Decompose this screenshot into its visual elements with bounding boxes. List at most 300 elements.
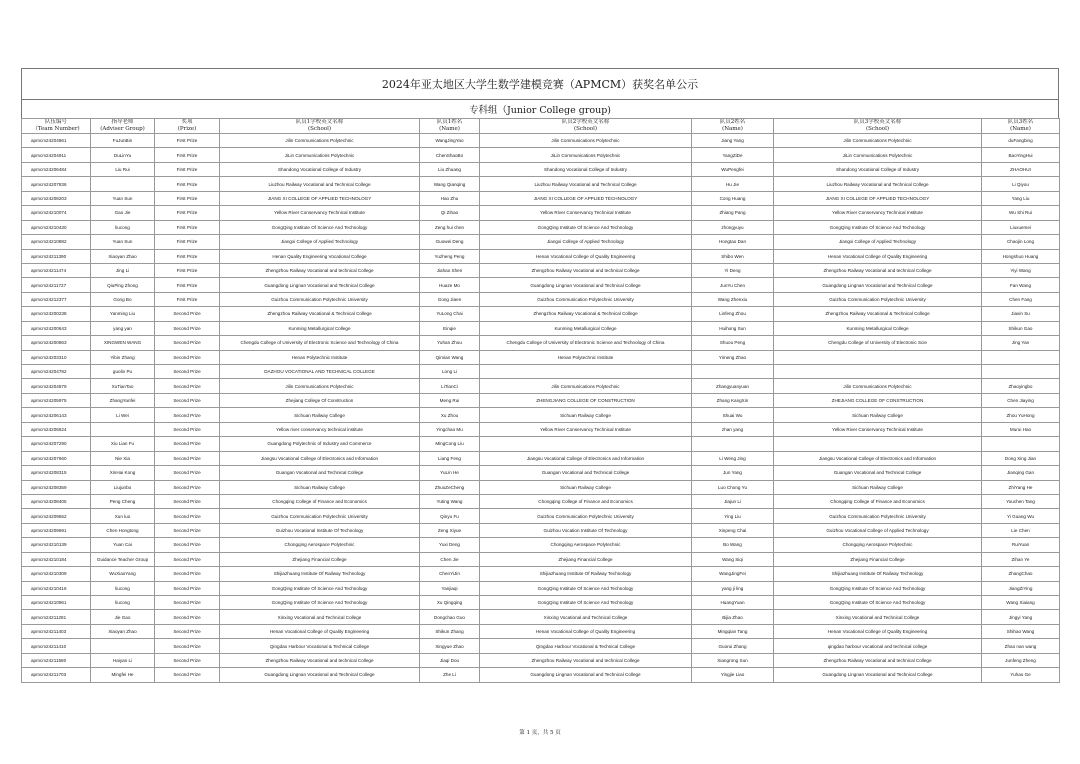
table-row [22,509,1060,523]
prize-cell: Second Prize [155,408,220,422]
member1-name-cell: Xingyue Zhao [420,639,480,653]
member2-school-cell: GongQing Institute Of Science And Technology [480,220,692,234]
member3-school-header [774,119,982,134]
table-row [22,263,1060,277]
member3-name-cell [982,437,1060,451]
adviser-cell: DuLinYu [91,148,155,162]
member3-school-cell: Jiangxi College of Applied Technology [774,235,982,249]
prize-cell: First Prize [155,206,220,220]
member1-school-header [220,119,420,134]
team-number-cell: apmcm24211390 [22,249,91,263]
table-row [22,206,1060,220]
team-number-cell: apmcm24204879 [22,379,91,393]
member2-school-cell: Xinxing Vocational and Technical College [480,610,692,624]
member2-school-cell: Jilin Communications Polytechnic [480,379,692,393]
member2-name-cell: Zhiang Pang [692,206,774,220]
table-row [22,292,1060,306]
member3-name-cell: Chen Fang [982,292,1060,306]
table-row [22,177,1060,191]
member3-school-cell: Chongqing Aerospace Polytechnic [774,538,982,552]
member1-name-cell: Yuting Wang [420,494,480,508]
team-number-cell: apmcm24204911 [22,148,91,162]
member3-school-cell: Chongqing College of Finance and Economics [774,494,982,508]
table-row [22,278,1060,292]
prize-cell: First Prize [155,177,220,191]
member3-name-cell: Zhou YuHong [982,408,1060,422]
member3-school-cell: GongQing Institute Of Science And Technology [774,220,982,234]
member1-school-cell: JiLin Communications Polytechnic [220,148,420,162]
member1-name-cell: YuLong Chai [420,307,480,321]
adviser-cell: Xiu Lian Fu [91,437,155,451]
team-number-cell: apmcm24206624 [22,422,91,436]
prize-cell: First Prize [155,249,220,263]
table-row [22,307,1060,321]
prize-cell: Second Prize [155,639,220,653]
member1-school-cell: Guangdong Lingnan Vocational and Technical College [220,668,420,682]
team-number-cell: apmcm24211281 [22,610,91,624]
member3-name-cell: Chaojin Long [982,235,1060,249]
member2-school-cell: Chongqing Aerospace Polytechnic [480,538,692,552]
adviser-cell: Li Wei [91,408,155,422]
prize-cell: First Prize [155,191,220,205]
prize-cell: Second Prize [155,480,220,494]
table-row [22,350,1060,364]
adviser-cell [91,177,155,191]
member3-name-cell: duFangbing [982,134,1060,148]
member2-name-cell: Xinpeng Chai [692,523,774,537]
table-row [22,624,1060,638]
table-row [22,639,1060,653]
member2-school-cell: Henan Polytechnic Institute [480,350,692,364]
member3-name-cell: Wang Xiaiang [982,596,1060,610]
team-number-cell: apmcm24210416 [22,581,91,595]
member2-name-cell: Ying Liu [692,509,774,523]
member3-name-cell: ZhiYang He [982,480,1060,494]
member2-name-cell: Li Weng Jing [692,451,774,465]
member3-name-cell: Wu Shi Rui [982,206,1060,220]
member3-name-cell: Lie Chen [982,523,1060,537]
header-label-en: (Adviser Group) [100,126,145,132]
prize-cell: Second Prize [155,466,220,480]
member1-name-cell: LiTianCi [420,379,480,393]
member3-name-cell: Zhaoyingbo [982,379,1060,393]
member3-school-cell: Shandong Vocational College of Industry [774,162,982,176]
member2-school-cell: Yellow River Conservancy Technical Institute [480,206,692,220]
page-number: 第 1 页，共 5 页 [519,730,561,736]
member2-school-cell: Jilin Communications Polytechnic [480,134,692,148]
member2-name-cell: Zhangyuanyuan [692,379,774,393]
prize-cell: First Prize [155,134,220,148]
member3-school-cell: Yellow River Conservancy Technical Institute [774,206,982,220]
prize-cell: Second Prize [155,610,220,624]
table-row [22,451,1060,465]
team-number-cell: apmcm24207290 [22,437,91,451]
member1-name-cell: ZhuoZeCheng [420,480,480,494]
adviser-cell: QiuPing Zhong [91,278,155,292]
team-number-cell: apmcm24211403 [22,624,91,638]
member2-name-cell: WuPengfei [692,162,774,176]
adviser-cell: Liujunbo [91,480,155,494]
member1-school-cell: Jilin Communications Polytechnic [220,134,420,148]
team-number-cell: apmcm24204782 [22,365,91,379]
member3-school-cell: Yellow River Conservancy Technical Institute [774,422,982,436]
adviser-cell [91,422,155,436]
member3-school-cell: ZHEJIANG COLLEGE OF CONSTRUCTION [774,393,982,407]
member3-name-cell: Shikun Gao [982,321,1060,335]
member3-name-cell [982,365,1060,379]
member1-name-cell: Yuxi Deng [420,538,480,552]
adviser-cell: XinHai Kong [91,466,155,480]
table-row [22,596,1060,610]
member3-school-cell: Zhengzhou Railway Vocational and technical College [774,263,982,277]
prize-cell: Second Prize [155,307,220,321]
member2-name-cell: zhongyuyu [692,220,774,234]
member2-name-cell: Zhang KangXin [692,393,774,407]
member2-school-cell: Jiangxi College of Applied Technology [480,235,692,249]
member3-name-cell: Liuxuemei [982,220,1060,234]
table-row [22,653,1060,667]
member2-school-cell: Zhengzhou Railway Vocational & Technical College [480,307,692,321]
member2-name-cell: Bijia Zhao [692,610,774,624]
member3-school-cell: Kunming Metallurgical College [774,321,982,335]
award-table [21,118,1060,683]
member2-school-cell: JiLin Communications Polytechnic [480,148,692,162]
member1-school-cell: Yellow River Conservancy Technical Institute [220,206,420,220]
team-number-cell: apmcm24210184 [22,552,91,566]
member3-name-cell: RuiYuan [982,538,1060,552]
member1-name-cell: Qimian Wang [420,350,480,364]
adviser-cell: XuTianTao [91,379,155,393]
member2-name-cell: Shuou Peng [692,336,774,350]
member1-school-cell: Zhejiang Financial College [220,552,420,566]
member3-name-cell: Hongshuo Huang [982,249,1060,263]
member3-school-cell: Sichuan Railway College [774,408,982,422]
member3-name-cell: ZhangChao [982,567,1060,581]
prize-cell: Second Prize [155,321,220,335]
adviser-cell: ZhangYanfei [91,393,155,407]
adviser-cell: Peng Cheng [91,494,155,508]
member2-school-cell: Guizhou Communication Polytechnic University [480,509,692,523]
header-label-en: (School) [865,126,890,132]
adviser-cell: yang yan [91,321,155,335]
member2-school-cell [480,365,692,379]
member1-name-cell: Jiahao Shen [420,263,480,277]
team-number-cell: apmcm24209691 [22,523,91,537]
team-number-cell: apmcm24209552 [22,509,91,523]
header-label-cn: 队员2姓名 [719,119,746,126]
member1-school-cell: Zhengzhou Railway Vocational and technical College [220,653,420,667]
member2-school-cell: Yellow River Conservancy Technical Institute [480,422,692,436]
member1-name-header [420,119,480,134]
table-row [22,249,1060,263]
member1-school-cell: Guangdong Polytechnic of Industry and Commerce [220,437,420,451]
prize-cell: First Prize [155,148,220,162]
member2-name-cell: YangZiDe [692,148,774,162]
member3-school-cell: qingdao harbour vocational and technical college [774,639,982,653]
adviser-cell: Gong Bo [91,292,155,306]
table-row [22,336,1060,350]
table-row [22,365,1060,379]
member2-name-cell: Jiang Yang [692,134,774,148]
header-label-cn: 队员3学校英文名称 [853,119,902,126]
prize-cell: Second Prize [155,437,220,451]
member2-school-cell: Shandong Vocational College of Industry [480,162,692,176]
member2-school-cell: Chongqing College of Finance and Economics [480,494,692,508]
member3-school-cell: Shijiazhuang Institute Of Railway Technology [774,567,982,581]
member1-school-cell: Chongqing Aerospace Polytechnic [220,538,420,552]
member2-school-cell: Qingdao Harbour Vocational & Technical College [480,639,692,653]
member1-name-cell: Zeng hui chen [420,220,480,234]
member2-school-cell: Liuzhou Railway Vocational and Technical College [480,177,692,191]
member2-school-cell: Kunming Metallurgical College [480,321,692,335]
team-number-cell: apmcm24211474 [22,263,91,277]
member1-school-cell: Guizhou Vocational Institute Of Technology [220,523,420,537]
prize-cell: First Prize [155,263,220,277]
member1-name-cell: Long Li [420,365,480,379]
member1-name-cell: Gong Jiaen [420,292,480,306]
team-number-cell: apmcm24208315 [22,466,91,480]
member3-name-cell: Zhao nan wang [982,639,1060,653]
member1-school-cell: Jilin Communications Polytechnic [220,379,420,393]
team-number-cell: apmcm24210961 [22,596,91,610]
prize-cell: Second Prize [155,494,220,508]
team-number-cell: apmcm24210309 [22,567,91,581]
member2-school-cell: Shijiazhuang Institute Of Railway Technology [480,567,692,581]
prize-cell: Second Prize [155,422,220,436]
adviser-cell: Xiaoyan Zhao [91,249,155,263]
member2-name-cell: yang ji ling [692,581,774,595]
member3-school-cell: Henan Vocational College of Quality Engineering [774,249,982,263]
member1-school-cell: Kunming Metallurgical College [220,321,420,335]
header-label-cn: 队员2学校英文名称 [561,119,610,126]
table-row [22,321,1060,335]
prize-cell: Second Prize [155,365,220,379]
member2-school-cell: Guizhou Vocation Institute Of Technology [480,523,692,537]
prize-cell: Second Prize [155,653,220,667]
adviser-cell: Haiyan Li [91,653,155,667]
team-number-cell: apmcm24208203 [22,191,91,205]
member1-school-cell: JIANG XI COLLEGE OF APPLIED TECHNOLOGY [220,191,420,205]
member2-name-cell: Shuai Wu [692,408,774,422]
member2-name-cell: Linfeng Zhou [692,307,774,321]
member1-school-cell: Sichuan Railway College [220,408,420,422]
member1-school-cell: Xinxing Vocational and Technical College [220,610,420,624]
member3-school-cell: Liuzhou Railway Vocational and Technical College [774,177,982,191]
member2-name-cell: zhan yang [692,422,774,436]
member1-name-cell: MingCong Liu [420,437,480,451]
member2-name-cell: Xiangrong Sun [692,653,774,667]
header-label-cn: 指导老师 [111,119,134,126]
team-number-cell: apmcm24208359 [22,480,91,494]
member1-name-cell: Shikun Zhang [420,624,480,638]
member3-name-cell: BaoYingHui [982,148,1060,162]
prize-cell: Second Prize [155,336,220,350]
table-row [22,191,1060,205]
member3-name-cell: Yi Guang Wu [982,509,1060,523]
member2-school-cell: Henan Vocational College of Quality Engineering [480,624,692,638]
member1-school-cell: GongQing Institute Of Science And Technology [220,220,420,234]
adviser-cell: Liu Rui [91,162,155,176]
member1-name-cell: Liang Feng [420,451,480,465]
member2-school-cell: Jiangsu Vocational College of Electronics and Information [480,451,692,465]
member2-school-cell: Zhejiang Financial College [480,552,692,566]
team-number-cell: apmcm24207836 [22,177,91,191]
member1-school-cell: Liuzhou Railway Vocational and Technical College [220,177,420,191]
member1-name-cell: Zhe Li [420,668,480,682]
table-row [22,581,1060,595]
table-row [22,134,1060,148]
member1-name-cell: Hao Zhu [420,191,480,205]
member3-school-cell: Guizhou Vocational College of Applied Technology [774,523,982,537]
member1-school-cell: Zhejiang College Of Construction [220,393,420,407]
member3-school-cell: Guangdong Lingnan Vocational and Technical College [774,278,982,292]
adviser-cell: Xun luo [91,509,155,523]
member1-name-cell: Qinyu Fu [420,509,480,523]
adviser-cell: WuXiaoYang [91,567,155,581]
member3-name-cell: Youchen Tang [982,494,1060,508]
team-number-cell: apmcm24208405 [22,494,91,508]
team-number-cell: apmcm24207660 [22,451,91,465]
team-number-cell: apmcm24210430 [22,220,91,234]
member1-name-cell: Xu Zhou [420,408,480,422]
member1-school-cell: Jiangxi College of Applied Technology [220,235,420,249]
adviser-cell: Jing Li [91,263,155,277]
header-label-en: (Prize) [177,126,197,132]
member2-name-cell: WangJingFei [692,567,774,581]
member1-school-cell: Henan Polytechnic Institute [220,350,420,364]
member2-school-cell: Guangdong Lingnan Vocational and Technical College [480,278,692,292]
member2-name-cell: JunYu Chen [692,278,774,292]
member1-school-cell: Yellow river conservancy technical institute [220,422,420,436]
team-number-cell: apmcm24211580 [22,653,91,667]
member1-school-cell: Chengdu College of University of Electronic Science and Technology of China [220,336,420,350]
member2-name-cell: Guorui Zhang [692,639,774,653]
header-label-cn: 奖项 [181,119,193,126]
member2-name-cell: Hongtao Dan [692,235,774,249]
member1-school-cell: Sichuan Railway College [220,480,420,494]
header-label-cn: 队员3姓名 [1007,119,1034,126]
member3-school-cell: Jilin Communications Polytechnic [774,134,982,148]
prize-cell: First Prize [155,292,220,306]
member2-name-cell: Bo Wang [692,538,774,552]
team-number-cell: apmcm24206143 [22,408,91,422]
table-row [22,235,1060,249]
member3-school-cell: JiLin Communications Polytechnic [774,148,982,162]
member2-school-cell: JIANG XI COLLEGE OF APPLIED TECHNOLOGY [480,191,692,205]
member1-name-cell: Yuhan Zhou [420,336,480,350]
award-list-sheet [21,68,1059,683]
member2-name-cell: Shibo Wen [692,249,774,263]
member1-school-cell: Guizhou Communication Polytechnic University [220,292,420,306]
member1-name-cell: Meng Rui [420,393,480,407]
member3-school-cell: Zhejiang Financial College [774,552,982,566]
member2-name-cell: Hu Jie [692,177,774,191]
team-number-cell: apmcm24206484 [22,162,91,176]
member3-name-cell: Shihao Wang [982,624,1060,638]
member3-name-cell: Jianqing Gan [982,466,1060,480]
adviser-cell: Guidance Teacher Group [91,552,155,566]
member3-school-cell: Jilin Communications Polytechnic [774,379,982,393]
table-row [22,523,1060,537]
member2-name-cell: Jun Yang [692,466,774,480]
table-row [22,379,1060,393]
member1-name-cell: ChenYiJin [420,567,480,581]
member1-school-cell: Henan Quality Engineering Vocational College [220,249,420,263]
member2-name-cell: Wang Zhenxiu [692,292,774,306]
member1-name-cell: Guowei Deng [420,235,480,249]
member1-name-cell: Liu Zhuang [420,162,480,176]
member2-school-cell: Chengdu College of University of Electronic Science and Technology of China [480,336,692,350]
member2-name-cell: Yingjie Liao [692,668,774,682]
member2-name-header [692,119,774,134]
adviser-cell: Mingfei He [91,668,155,682]
adviser-cell: Yuan Sun [91,191,155,205]
prize-cell: Second Prize [155,624,220,638]
adviser-cell: FuJunBin [91,134,155,148]
prize-cell: Second Prize [155,567,220,581]
member1-school-cell: DAZHOU VOCATIONAL AND TECHNICAL COLLEGE [220,365,420,379]
team-number-cell: apmcm24211410 [22,639,91,653]
table-row [22,552,1060,566]
prize-cell: First Prize [155,220,220,234]
page-title: 2024年亚太地区大学生数学建模竞赛（APMCM）获奖名单公示 [21,68,1059,99]
table-row [22,480,1060,494]
member1-name-cell: ChenShaoBo [420,148,480,162]
member2-school-cell: GongQing Institute Of Science And Technology [480,581,692,595]
adviser-cell: liucong [91,596,155,610]
member2-school-cell: Guizhou Communication Polytechnic University [480,292,692,306]
member3-name-cell: Yang Liu [982,191,1060,205]
member3-school-cell: Xinxing Vocational and Technical College [774,610,982,624]
member2-name-cell: Cong Huang [692,191,774,205]
header-label-en: (Name) [1010,126,1031,132]
member1-name-cell: YuLin He [420,466,480,480]
prize-cell: Second Prize [155,581,220,595]
member3-school-cell: Guangdong Lingnan Vocational and Technical College [774,668,982,682]
member3-school-cell [774,350,982,364]
adviser-cell: Nie Xia [91,451,155,465]
member3-name-cell [982,350,1060,364]
member3-name-cell: Murui Hao [982,422,1060,436]
team-number-cell: apmcm24204861 [22,134,91,148]
prize-cell: Second Prize [155,393,220,407]
member2-school-cell: Guangdong Lingnan Vocational and Technical College [480,668,692,682]
adviser-cell: XINGWEN WANG [91,336,155,350]
team-number-header [22,119,91,134]
member1-school-cell: Guangdong Lingnan Vocational and Technical College [220,278,420,292]
member2-school-cell: Zhengzhou Railway Vocational and technical College [480,263,692,277]
prize-cell: First Prize [155,235,220,249]
member2-name-cell: Luo Chong Yu [692,480,774,494]
member1-name-cell: Xu Qingqing [420,596,480,610]
member3-name-cell: Jiaxin Su [982,307,1060,321]
member3-school-cell: Guizhou Communication Polytechnic University [774,509,982,523]
member2-name-cell: Huihong Sun [692,321,774,335]
member2-school-cell: Sichuan Railway College [480,480,692,494]
team-number-cell: apmcm24210139 [22,538,91,552]
team-number-cell: apmcm24210074 [22,206,91,220]
member2-name-cell: Mingqian Tang [692,624,774,638]
table-row [22,393,1060,407]
member3-name-cell: Jingyi Yang [982,610,1060,624]
adviser-cell: Jie Gao [91,610,155,624]
prize-cell: Second Prize [155,668,220,682]
member3-school-cell: JIANG XI COLLEGE OF APPLIED TECHNOLOGY [774,191,982,205]
member1-name-cell: Huaze Mo [420,278,480,292]
adviser-cell: Yanming Liu [91,307,155,321]
table-row [22,422,1060,436]
adviser-cell: Yibin Zhang [91,350,155,364]
